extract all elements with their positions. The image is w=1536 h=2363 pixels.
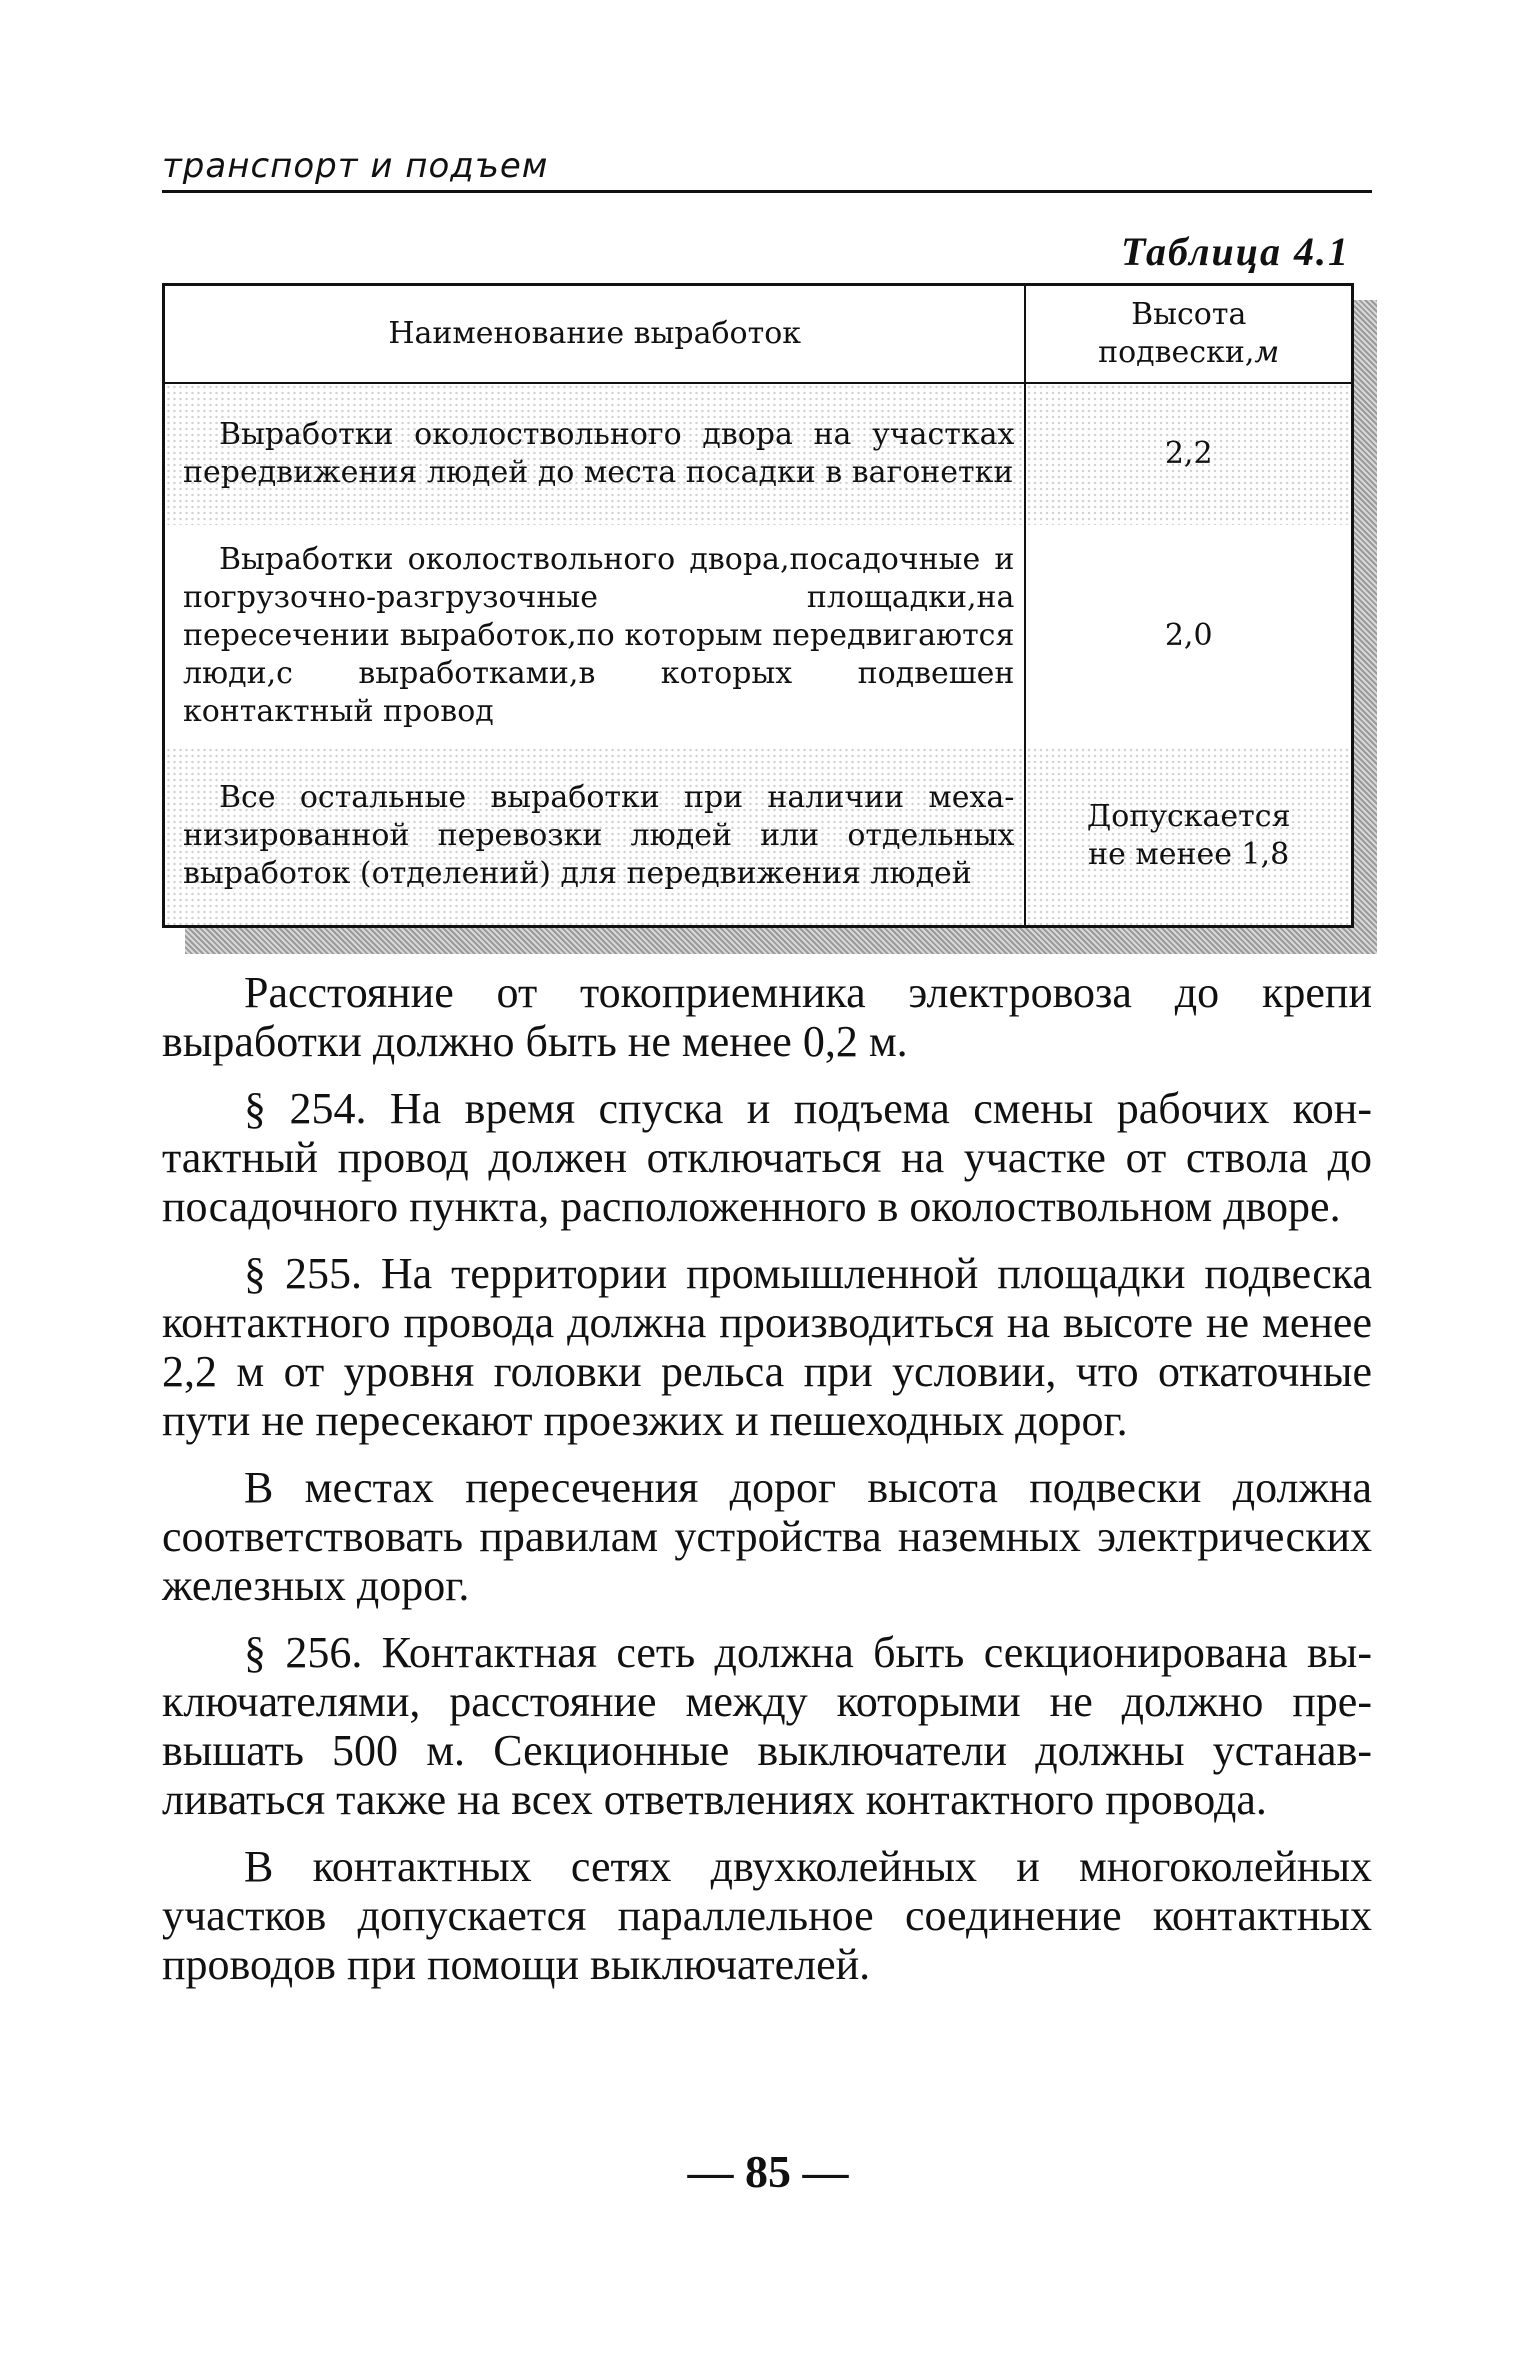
row-height-line2: не менее 1,8 (1088, 837, 1290, 873)
header-height-line1: Высота (1131, 297, 1247, 332)
paragraph-crossings: В местах пересечения дорог высота подвески должна соответствовать правилам устройства наземных электрических железных дорог. (162, 1463, 1372, 1610)
requirements-table (162, 283, 1354, 928)
row-name-cell (164, 747, 1026, 926)
table-header-row (164, 285, 1353, 384)
row-name-text: Выработки околоствольного двора на участках передвижения людей до места посадки в вагонетки (183, 417, 1015, 491)
row-name-cell (164, 383, 1026, 525)
paragraph-256: § 256. Контактная сеть должна быть секционирована выключателями, расстояние между которыми не должно превышать 500 м. Секционные выключатели должны устанавливаться также на всех ответвлениях контактного провода. (162, 1628, 1372, 1824)
row-height-cell: 2,2 (1025, 383, 1352, 525)
paragraph-254: § 254. На время спуска и подъема смены рабочих контактный провод должен отключаться на участке от ствола до посадочного пункта, расположенного в околоствольном дворе. (162, 1084, 1372, 1231)
row-height-cell: 2,0 (1025, 525, 1352, 748)
table-row (164, 525, 1353, 748)
header-name-cell: Наименование выработок (164, 285, 1026, 384)
table-caption: Таблица 4.1 (1121, 229, 1350, 274)
row-name-cell (164, 525, 1026, 748)
row-name-text: Все остальные выработки при наличии механизированной перевозки людей или отдельных выработок (отделений) для передвижения людей (183, 780, 1015, 892)
paragraph-multitrack: В контактных сетях двухколейных и многоколейных участков допускается параллельное соединение контактных проводов при помощи выключателей. (162, 1842, 1372, 1989)
header-height-cell (1025, 285, 1352, 384)
table-row (164, 383, 1353, 525)
row-height-line1: Допускается (1086, 799, 1291, 835)
header-height-unit: м (1254, 335, 1280, 370)
paragraph-toko: Расстояние от токоприемника электровоза до крепи выработки должно быть не менее 0,2 м. (162, 968, 1372, 1066)
body-text (162, 968, 1372, 2007)
paragraph-255: § 255. На территории промышленной площадки подвеска контактного провода должна производиться на высоте не менее 2,2 м от уровня головки рельса при условии, что откаточные пути не пересекают проезжих и пешеходных дорог. (162, 1249, 1372, 1445)
page-number: — 85 — (687, 2146, 849, 2197)
row-name-text: Выработки околоствольного двора,посадочные и погрузочно-разгрузочные площадки,на пересечении выработок,по которым передвигаются люди,с выработками,в которых подвешен контактный провод (183, 542, 1015, 730)
row-height-cell (1025, 747, 1352, 926)
running-head (162, 146, 1372, 193)
running-head-text: транспорт и подъем (162, 146, 549, 186)
header-height-line2: подвески, (1098, 335, 1255, 370)
table-row (164, 747, 1353, 926)
